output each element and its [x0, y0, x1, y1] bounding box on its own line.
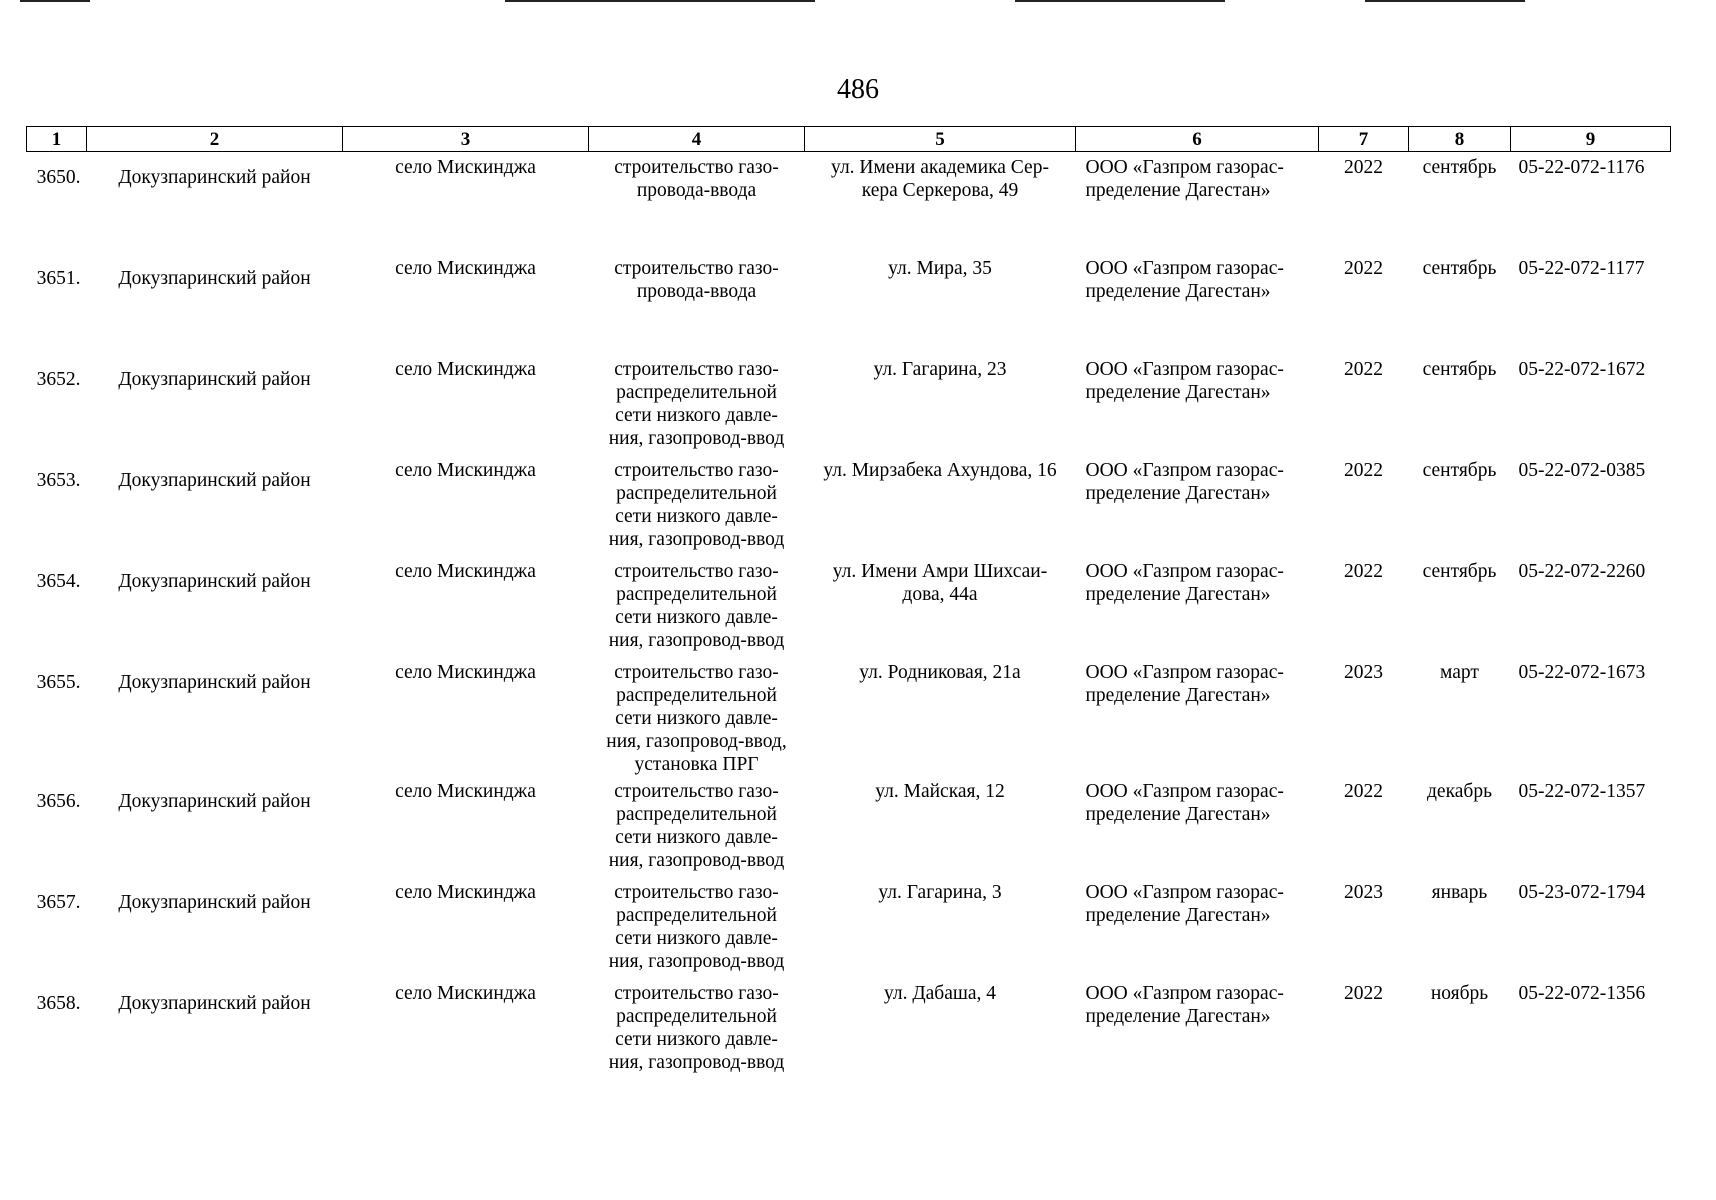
- object-cell: строительство газо-провода-ввода: [614, 157, 779, 201]
- district-cell: Докузпаринский район: [118, 368, 311, 390]
- district-cell: Докузпаринский район: [118, 167, 311, 188]
- table-row: [27, 877, 1671, 978]
- settlement-cell: село Мискинджа: [395, 881, 536, 903]
- address-cell: ул. Майская, 12: [875, 780, 1005, 802]
- table-row: [27, 556, 1671, 657]
- table-row: [27, 978, 1671, 1088]
- year-cell: 2022: [1344, 358, 1383, 380]
- code-cell: 05-22-072-1177: [1518, 257, 1645, 279]
- address-cell: ул. Имени Амри Шихсаи-дова, 44а: [832, 560, 1048, 605]
- table-row: [27, 455, 1671, 556]
- district-cell: Докузпаринский район: [118, 891, 311, 913]
- header-row: [27, 127, 1671, 152]
- year-cell: 2022: [1344, 459, 1383, 481]
- row-number: 3657.: [36, 891, 81, 913]
- month-cell: сентябрь: [1422, 560, 1497, 582]
- month-cell: сентябрь: [1422, 257, 1497, 279]
- year-cell: 2022: [1344, 257, 1383, 279]
- row-number: 3652.: [36, 368, 81, 390]
- row-number: 3651.: [36, 267, 81, 289]
- year-cell: 2022: [1344, 982, 1383, 1004]
- settlement-cell: село Мискинджа: [395, 358, 536, 380]
- col-header-7: 7: [1319, 127, 1409, 152]
- month-cell: сентябрь: [1422, 459, 1497, 481]
- table-row: [27, 776, 1671, 877]
- district-cell: Докузпаринский район: [118, 267, 311, 289]
- organization-cell: ООО «Газпром газорас-пределение Дагестан»: [1085, 780, 1284, 825]
- col-header-2: 2: [87, 127, 343, 152]
- col-header-9: 9: [1511, 127, 1671, 152]
- district-cell: Докузпаринский район: [118, 790, 311, 812]
- code-cell: 05-23-072-1794: [1518, 881, 1646, 903]
- month-cell: январь: [1431, 881, 1488, 903]
- settlement-cell: село Мискинджа: [395, 257, 536, 279]
- address-cell: ул. Имени академика Сер-кера Серкерова, 49: [831, 157, 1049, 201]
- scan-top-edge-marks: [0, 0, 1716, 4]
- table-row: [27, 152, 1671, 253]
- col-header-1: 1: [27, 127, 87, 152]
- address-cell: ул. Мирзабека Ахундова, 16: [823, 459, 1057, 481]
- month-cell: ноябрь: [1430, 982, 1489, 1004]
- col-header-8: 8: [1409, 127, 1511, 152]
- row-number: 3656.: [36, 790, 81, 812]
- settlement-cell: село Мискинджа: [395, 982, 536, 1004]
- table-row: [27, 354, 1671, 455]
- address-cell: ул. Гагарина, 23: [873, 358, 1007, 380]
- row-number: 3655.: [36, 671, 81, 693]
- col-header-6: 6: [1076, 127, 1319, 152]
- code-cell: 05-22-072-0385: [1518, 459, 1646, 481]
- object-cell: строительство газо-распределительной сети низкого давле-ния, газопровод-ввод: [608, 459, 785, 550]
- code-cell: 05-22-072-1673: [1518, 661, 1646, 683]
- code-cell: 05-22-072-1357: [1518, 780, 1646, 802]
- organization-cell: ООО «Газпром газорас-пределение Дагестан»: [1085, 881, 1284, 926]
- settlement-cell: село Мискинджа: [395, 661, 536, 683]
- address-cell: ул. Дабаша, 4: [883, 982, 997, 1004]
- organization-cell: ООО «Газпром газорас-пределение Дагестан»: [1085, 661, 1284, 706]
- settlement-cell: село Мискинджа: [395, 157, 536, 178]
- month-cell: март: [1440, 661, 1479, 683]
- settlement-cell: село Мискинджа: [395, 560, 536, 582]
- register-table: [26, 126, 1671, 1088]
- month-cell: декабрь: [1427, 780, 1492, 802]
- col-header-3: 3: [343, 127, 589, 152]
- table-row: [27, 253, 1671, 354]
- row-number: 3653.: [36, 469, 81, 491]
- organization-cell: ООО «Газпром газорас-пределение Дагестан»: [1085, 157, 1284, 201]
- organization-cell: ООО «Газпром газорас-пределение Дагестан»: [1085, 560, 1284, 605]
- table-row: [27, 657, 1671, 776]
- organization-cell: ООО «Газпром газорас-пределение Дагестан»: [1085, 358, 1284, 403]
- code-cell: 05-22-072-2260: [1518, 560, 1646, 582]
- district-cell: Докузпаринский район: [118, 671, 311, 693]
- organization-cell: ООО «Газпром газорас-пределение Дагестан»: [1085, 257, 1284, 302]
- row-number: 3650.: [36, 167, 81, 188]
- page-number: 486: [837, 74, 879, 105]
- address-cell: ул. Мира, 35: [888, 257, 992, 279]
- organization-cell: ООО «Газпром газорас-пределение Дагестан»: [1085, 982, 1284, 1027]
- year-cell: 2023: [1344, 881, 1383, 903]
- object-cell: строительство газо-распределительной сети низкого давле-ния, газопровод-ввод: [608, 881, 785, 972]
- object-cell: строительство газо-распределительной сети низкого давле-ния, газопровод-ввод: [608, 982, 785, 1073]
- col-header-4: 4: [589, 127, 805, 152]
- code-cell: 05-22-072-1672: [1518, 358, 1646, 380]
- organization-cell: ООО «Газпром газорас-пределение Дагестан»: [1085, 459, 1284, 504]
- object-cell: строительство газо-распределительной сети низкого давле-ния, газопровод-ввод: [608, 560, 785, 651]
- district-cell: Докузпаринский район: [118, 992, 311, 1014]
- object-cell: строительство газо-распределительной сети низкого давле-ния, газопровод-ввод: [608, 358, 785, 449]
- settlement-cell: село Мискинджа: [395, 459, 536, 481]
- address-cell: ул. Гагарина, 3: [878, 881, 1002, 903]
- col-header-5: 5: [805, 127, 1076, 152]
- year-cell: 2022: [1344, 560, 1383, 582]
- object-cell: строительство газо-распределительной сети низкого давле-ния, газопровод-ввод, установка ПРГ: [606, 661, 787, 775]
- month-cell: сентябрь: [1422, 157, 1497, 178]
- code-cell: 05-22-072-1176: [1518, 157, 1645, 178]
- settlement-cell: село Мискинджа: [395, 780, 536, 802]
- code-cell: 05-22-072-1356: [1518, 982, 1646, 1004]
- row-number: 3654.: [36, 570, 81, 592]
- district-cell: Докузпаринский район: [118, 570, 311, 592]
- object-cell: строительство газо-распределительной сети низкого давле-ния, газопровод-ввод: [608, 780, 785, 871]
- year-cell: 2022: [1344, 157, 1383, 178]
- address-cell: ул. Родниковая, 21а: [859, 661, 1021, 683]
- object-cell: строительство газо-провода-ввода: [614, 257, 779, 302]
- row-number: 3658.: [36, 992, 81, 1014]
- month-cell: сентябрь: [1422, 358, 1497, 380]
- year-cell: 2022: [1344, 780, 1383, 802]
- year-cell: 2023: [1344, 661, 1383, 683]
- district-cell: Докузпаринский район: [118, 469, 311, 491]
